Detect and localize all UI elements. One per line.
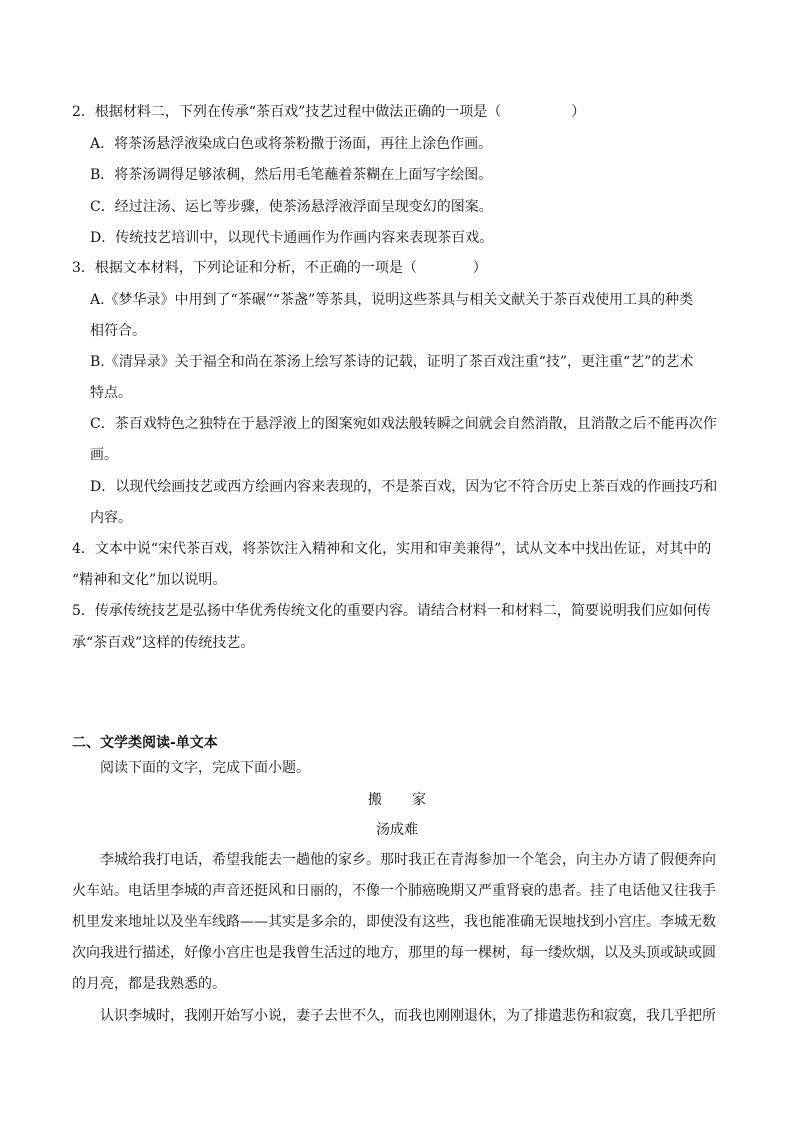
paragraph-1-line2: 火车站。电话里李城的声音还挺风和日丽的，不像一个肺癌晚期又严重肾衰的患者。挂了电话他又往我手 bbox=[72, 883, 716, 899]
question-3-option-c-line2: 画。 bbox=[90, 447, 118, 463]
question-5-line1: 5．传承传统技艺是弘扬中华优秀传统文化的重要内容。请结合材料一和材料二，简要说明我们应如何传 bbox=[72, 603, 711, 619]
question-3-option-d-line2: 内容。 bbox=[90, 510, 132, 526]
story-title-char-2: 家 bbox=[412, 792, 426, 808]
paragraph-1-line3: 机里发来地址以及坐车线路——其实是多余的，即使没有这些，我也能准确无误地找到小宫庄。李城无数 bbox=[72, 914, 716, 930]
question-4-line1: 4．文本中说“宋代茶百戏，将茶饮注入精神和文化，实用和审美兼得”，试从文本中找出佐证，对其中的 bbox=[72, 541, 712, 557]
question-3-option-c-line1: C．茶百戏特色之独特在于悬浮液上的图案宛如戏法般转瞬之间就会自然消散，且消散之后不能再次作 bbox=[90, 416, 717, 432]
question-5-line2: 承“茶百戏”这样的传统技艺。 bbox=[72, 635, 255, 651]
question-2-stem: 2．根据材料二，下列在传承“茶百戏”技艺过程中做法正确的一项是（ ） bbox=[72, 104, 586, 120]
story-title-char-1: 搬 bbox=[368, 792, 382, 808]
paragraph-1-line4: 次向我进行描述，好像小宫庄也是我曾生活过的地方，那里的每一棵树，每一缕炊烟，以及头顶或缺或圆 bbox=[72, 945, 716, 961]
paragraph-1-line1: 李城给我打电话，希望我能去一趟他的家乡。那时我正在青海参加一个笔会，向主办方请了假便奔向 bbox=[100, 852, 716, 868]
story-author: 汤成难 bbox=[376, 822, 418, 838]
question-4-line2: “精神和文化”加以说明。 bbox=[72, 572, 227, 588]
section-2-instruction: 阅读下面的文字，完成下面小题。 bbox=[100, 760, 310, 776]
section-2-heading: 二、文学类阅读-单文本 bbox=[72, 735, 218, 751]
question-3-option-d-line1: D．以现代绘画技艺或西方绘画内容来表现的，不是茶百戏，因为它不符合历史上茶百戏的作画技巧和 bbox=[90, 479, 718, 495]
paragraph-1-line5: 的月亮，都是我熟悉的。 bbox=[72, 976, 226, 992]
question-3-option-b-line2: 特点。 bbox=[90, 385, 132, 401]
question-3-stem: 3．根据文本材料，下列论证和分析，不正确的一项是（ ） bbox=[72, 260, 487, 276]
question-2-option-a: A．将茶汤悬浮液染成白色或将茶粉撒于汤面，再往上涂色作画。 bbox=[90, 136, 493, 152]
story-title bbox=[0, 790, 794, 810]
paragraph-2-line1: 认识李城时，我刚开始写小说，妻子去世不久，而我也刚刚退休，为了排遣悲伤和寂寞，我几乎把所 bbox=[100, 1008, 716, 1024]
question-3-option-b-line1: B.《清异录》关于福全和尚在茶汤上绘写茶诗的记载，证明了茶百戏注重“技”，更注重“艺”的艺术 bbox=[90, 354, 694, 370]
question-2-option-d: D．传统技艺培训中，以现代卡通画作为作画内容来表现茶百戏。 bbox=[90, 230, 494, 246]
question-2-option-c: C．经过注汤、运匕等步骤，使茶汤悬浮液浮面呈现变幻的图案。 bbox=[90, 199, 493, 215]
question-3-option-a-line1: A.《梦华录》中用到了“茶碾”“茶盏”等茶具，说明这些茶具与相关文献关于茶百戏使用工具的种类 bbox=[90, 292, 694, 308]
question-3-option-a-line2: 相符合。 bbox=[90, 323, 146, 339]
question-2-option-b: B．将茶汤调得足够浓稠，然后用毛笔蘸着茶糊在上面写字绘图。 bbox=[90, 167, 493, 183]
